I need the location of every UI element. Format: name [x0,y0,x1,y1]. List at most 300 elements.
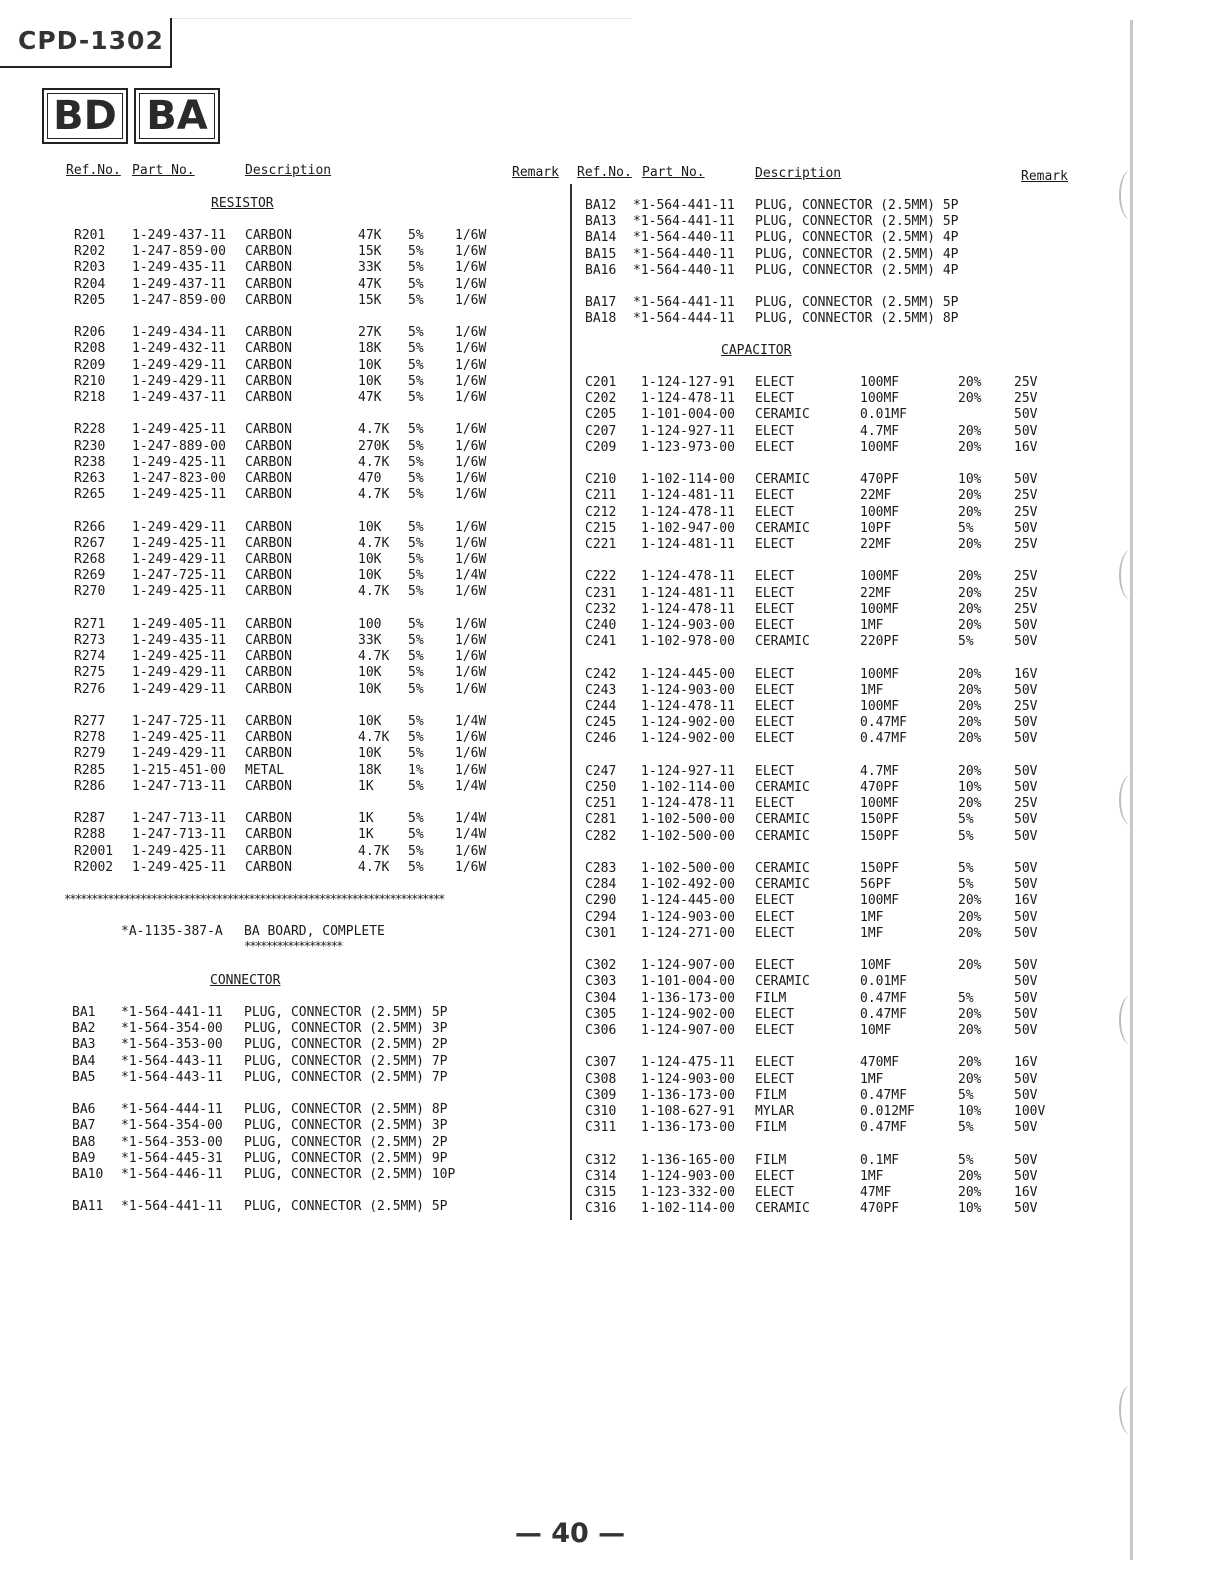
ref-no: R288 [74,827,106,843]
value: 22MF [860,585,892,601]
description: CERAMIC [755,828,810,844]
rating: 50V [1014,909,1038,925]
ref-no: C201 [585,375,617,390]
value: 100MF [860,699,900,714]
ref-no: R218 [74,390,106,405]
ref-no: C205 [585,407,617,423]
description: CARBON [245,519,292,535]
ref-no: C240 [585,618,617,633]
binder-hole [1119,170,1143,220]
description: CARBON [245,487,292,503]
ref-no: R228 [74,422,106,438]
description: CERAMIC [755,634,810,650]
value: 150PF [860,812,900,828]
ref-no: R286 [74,778,106,794]
value: 4.7K [358,535,390,551]
value: 33K [358,633,382,648]
value: 0.47MF [860,715,907,731]
tolerance: 5% [408,519,424,535]
ref-no: C212 [585,504,617,520]
description: ELECT [755,958,795,974]
part-no: 1-249-429-11 [132,552,226,567]
value: 4.7K [358,843,390,859]
rating: 1/4W [455,714,487,729]
rating: 50V [1014,715,1038,731]
ref-no: C311 [585,1120,617,1136]
description: PLUG, CONNECTOR (2.5MM) 4P [755,230,959,246]
description: ELECT [755,439,795,455]
part-no: 1-124-271-00 [641,925,735,941]
part-no: *1-564-353-00 [121,1134,223,1150]
part-no: 1-249-437-11 [132,276,226,292]
value: 1MF [860,682,884,698]
tolerance: 5% [408,325,424,341]
ref-no: R278 [74,730,106,746]
ref-no: BA11 [72,1199,104,1215]
value: 100MF [860,796,900,812]
description: CARBON [245,454,292,470]
value: 4.7K [358,422,390,438]
tolerance: 20% [958,1185,982,1200]
value: 22MF [860,537,892,552]
tolerance: 5% [408,730,424,746]
part-no: *1-564-440-11 [633,262,735,278]
ref-no: BA15 [585,246,617,262]
part-no: 1-249-425-11 [132,535,226,551]
description: ELECT [755,699,795,714]
part-no: 1-123-332-00 [641,1185,735,1200]
part-no: 1-124-127-91 [641,375,735,390]
tolerance: 5% [958,828,974,844]
part-no: 1-124-481-11 [641,537,735,552]
part-no: *1-564-440-11 [633,246,735,262]
description: PLUG, CONNECTOR (2.5MM) 2P [244,1134,448,1150]
tolerance: 5% [958,877,974,893]
part-no: *1-564-441-11 [121,1199,223,1215]
ref-no: R209 [74,357,106,373]
ref-no: BA4 [72,1053,96,1069]
tolerance: 5% [408,535,424,551]
ref-no: C231 [585,585,617,601]
ref-no: C202 [585,391,617,407]
part-no: 1-136-173-00 [641,990,735,1006]
description: FILM [755,990,787,1006]
rating: 25V [1014,504,1038,520]
ref-no: R285 [74,762,106,778]
ref-no: C245 [585,715,617,731]
part-no: 1-124-903-00 [641,909,735,925]
value: 4.7K [358,584,390,600]
rating: 25V [1014,391,1038,407]
part-no: 1-102-500-00 [641,861,735,876]
description: ELECT [755,585,795,601]
ref-no: C251 [585,796,617,812]
tolerance: 5% [408,681,424,697]
rating: 50V [1014,520,1038,536]
value: 10K [358,665,382,681]
description: CARBON [245,616,292,632]
description: CARBON [245,244,292,260]
ref-no: BA14 [585,230,617,246]
description: METAL [245,762,285,778]
part-no: 1-102-500-00 [641,812,735,828]
tolerance: 5% [408,454,424,470]
part-no: 1-124-478-11 [641,699,735,714]
tolerance: 20% [958,731,982,747]
rating: 1/6W [455,471,487,486]
ref-no: R208 [74,341,106,357]
description: ELECT [755,1185,795,1200]
part-no: 1-247-725-11 [132,568,226,584]
rating: 1/6W [455,292,487,308]
value: 0.47MF [860,731,907,747]
value: 10K [358,373,382,389]
description: ELECT [755,391,795,407]
rating: 1/6W [455,649,487,665]
description: PLUG, CONNECTOR (2.5MM) 5P [755,214,959,230]
ref-no: C301 [585,925,617,941]
rating: 1/6W [455,357,487,373]
tolerance: 5% [958,634,974,650]
value: 10MF [860,958,892,974]
tolerance: 5% [408,827,424,843]
ref-no: R273 [74,633,106,648]
ref-no: BA1 [72,1005,96,1020]
value: 10K [358,568,382,584]
ref-no: C305 [585,1006,617,1022]
ref-no: C310 [585,1104,617,1119]
rating: 1/6W [455,665,487,681]
rating: 50V [1014,472,1038,488]
description: FILM [755,1120,787,1136]
description: CARBON [245,552,292,567]
value: 10PF [860,520,892,536]
value: 1K [358,827,374,843]
tolerance: 20% [958,1006,982,1022]
tolerance: 5% [408,357,424,373]
rating: 1/6W [455,373,487,389]
rating: 1/6W [455,681,487,697]
part-no: 1-247-859-00 [132,292,226,308]
rating: 1/6W [455,730,487,746]
value: 1MF [860,925,884,941]
part-no: 1-102-114-00 [641,472,735,488]
ref-no: R279 [74,746,106,762]
description: CARBON [245,568,292,584]
ref-no: C221 [585,537,617,552]
part-no: 1-102-114-00 [641,780,735,795]
description: CERAMIC [755,520,810,536]
value: 100MF [860,439,900,455]
tolerance: 5% [958,1087,974,1103]
value: 470 [358,471,382,486]
value: 15K [358,292,382,308]
part-no: 1-215-451-00 [132,762,226,778]
ref-no: R271 [74,616,106,632]
description: ELECT [755,763,795,779]
description: PLUG, CONNECTOR (2.5MM) 4P [755,262,959,278]
value: 470PF [860,1201,900,1217]
tolerance: 10% [958,472,982,488]
description: PLUG, CONNECTOR (2.5MM) 5P [244,1199,448,1215]
description: FILM [755,1152,787,1168]
tolerance: 5% [958,1120,974,1136]
description: ELECT [755,375,795,390]
model-number: CPD-1302 [18,26,164,55]
ref-no: R287 [74,811,106,827]
ref-no: C281 [585,812,617,828]
ref-no: BA3 [72,1037,96,1053]
ref-no: C308 [585,1071,617,1087]
description: CARBON [245,843,292,859]
part-no: 1-136-173-00 [641,1087,735,1103]
part-no: 1-124-907-00 [641,1023,735,1038]
ref-no: C243 [585,682,617,698]
description: CARBON [245,633,292,648]
description: ELECT [755,1006,795,1022]
description: PLUG, CONNECTOR (2.5MM) 3P [244,1118,448,1134]
part-no: 1-249-425-11 [132,454,226,470]
board-underline-stars: ****************** [244,939,342,953]
rating: 16V [1014,1055,1038,1071]
rating: 50V [1014,780,1038,795]
value: 10K [358,681,382,697]
value: 4.7K [358,730,390,746]
col-header-desc-right: Description [755,166,842,181]
tolerance: 5% [408,633,424,648]
tolerance: 5% [408,714,424,729]
description: ELECT [755,423,795,439]
tolerance: 20% [958,699,982,714]
board-part-number: *A-1135-387-A [121,924,223,939]
ref-no: C314 [585,1168,617,1184]
ref-no: R201 [74,228,106,243]
part-no: 1-249-425-11 [132,730,226,746]
rating: 1/6W [455,390,487,405]
tolerance: 5% [408,746,424,762]
ref-no: C282 [585,828,617,844]
part-no: 1-124-475-11 [641,1055,735,1071]
tolerance: 5% [408,228,424,243]
value: 220PF [860,634,900,650]
description: CARBON [245,714,292,729]
value: 0.47MF [860,990,907,1006]
rating: 50V [1014,634,1038,650]
rating: 50V [1014,974,1038,990]
col-header-ref-right: Ref.No. [577,165,632,180]
value: 100MF [860,504,900,520]
part-no: 1-101-004-00 [641,407,735,423]
col-header-ref: Ref.No. [66,163,121,178]
description: CARBON [245,357,292,373]
model-tab [0,18,172,68]
part-no: 1-247-823-00 [132,471,226,486]
description: FILM [755,1087,787,1103]
ref-no: C302 [585,958,617,974]
ref-no: R204 [74,276,106,292]
description: ELECT [755,1071,795,1087]
part-no: 1-124-478-11 [641,504,735,520]
rating: 1/6W [455,584,487,600]
ref-no: C250 [585,780,617,795]
ref-no: BA8 [72,1134,96,1150]
value: 150PF [860,861,900,876]
rating: 50V [1014,618,1038,633]
rating: 1/6W [455,487,487,503]
part-no: 1-249-425-11 [132,422,226,438]
rating: 50V [1014,731,1038,747]
description: CERAMIC [755,1201,810,1217]
description: ELECT [755,796,795,812]
tolerance: 20% [958,391,982,407]
ref-no: R275 [74,665,106,681]
rating: 50V [1014,1120,1038,1136]
part-no: *1-564-446-11 [121,1167,223,1182]
board-tag-ba: BA [134,88,220,144]
part-no: *1-564-441-11 [633,214,735,230]
rating: 1/6W [455,341,487,357]
tolerance: 10% [958,1104,982,1119]
tolerance: 5% [958,861,974,876]
value: 33K [358,260,382,276]
tolerance: 1% [408,762,424,778]
tolerance: 5% [958,812,974,828]
ref-no: C294 [585,909,617,925]
description: CARBON [245,325,292,341]
rating: 1/6W [455,535,487,551]
part-no: 1-124-478-11 [641,569,735,585]
value: 100MF [860,391,900,407]
tolerance: 5% [408,552,424,567]
part-no: 1-249-405-11 [132,616,226,632]
part-no: 1-124-445-00 [641,666,735,682]
part-no: *1-564-443-11 [121,1069,223,1085]
rating: 16V [1014,439,1038,455]
description: ELECT [755,909,795,925]
rating: 1/6W [455,244,487,260]
value: 10MF [860,1023,892,1038]
part-no: 1-123-973-00 [641,439,735,455]
description: CARBON [245,730,292,746]
description: ELECT [755,893,795,909]
part-no: 1-102-114-00 [641,1201,735,1217]
rating: 25V [1014,601,1038,617]
ref-no: R238 [74,454,106,470]
description: CARBON [245,811,292,827]
ref-no: C215 [585,520,617,536]
rating: 50V [1014,990,1038,1006]
rating: 50V [1014,682,1038,698]
value: 4.7K [358,454,390,470]
description: CERAMIC [755,974,810,990]
description: ELECT [755,618,795,633]
part-no: 1-249-437-11 [132,228,226,243]
ref-no: BA12 [585,198,617,213]
rating: 25V [1014,537,1038,552]
ref-no: BA7 [72,1118,96,1134]
rating: 25V [1014,375,1038,390]
part-no: 1-249-425-11 [132,487,226,503]
part-no: *1-564-441-11 [633,295,735,311]
part-no: 1-124-903-00 [641,618,735,633]
value: 1K [358,811,374,827]
tolerance: 20% [958,715,982,731]
rating: 50V [1014,877,1038,893]
part-no: *1-564-353-00 [121,1037,223,1053]
value: 0.1MF [860,1152,900,1168]
ref-no: BA10 [72,1167,104,1182]
ref-no: R205 [74,292,106,308]
ref-no: C315 [585,1185,617,1200]
part-no: 1-102-500-00 [641,828,735,844]
value: 0.012MF [860,1104,915,1119]
value: 100MF [860,375,900,390]
ref-no: R203 [74,260,106,276]
rating: 1/6W [455,552,487,567]
description: CARBON [245,859,292,875]
binder-hole [1119,550,1143,600]
description: ELECT [755,488,795,504]
rating: 1/6W [455,616,487,632]
tolerance: 20% [958,569,982,585]
rating: 25V [1014,585,1038,601]
ref-no: BA13 [585,214,617,230]
rating: 50V [1014,1201,1038,1217]
rating: 1/6W [455,762,487,778]
rating: 50V [1014,1168,1038,1184]
part-no: 1-102-978-00 [641,634,735,650]
rating: 1/6W [455,325,487,341]
rating: 25V [1014,488,1038,504]
tolerance: 20% [958,439,982,455]
rating: 50V [1014,925,1038,941]
ref-no: C246 [585,731,617,747]
value: 100MF [860,893,900,909]
rating: 50V [1014,423,1038,439]
description: PLUG, CONNECTOR (2.5MM) 5P [755,295,959,311]
ref-no: C307 [585,1055,617,1071]
tolerance: 20% [958,925,982,941]
tolerance: 20% [958,909,982,925]
header-rule [172,18,632,19]
description: PLUG, CONNECTOR (2.5MM) 5P [244,1005,448,1020]
value: 47K [358,276,382,292]
rating: 50V [1014,958,1038,974]
part-no: 1-249-425-11 [132,649,226,665]
value: 22MF [860,488,892,504]
description: CARBON [245,827,292,843]
part-no: 1-249-425-11 [132,584,226,600]
ref-no: C283 [585,861,617,876]
description: PLUG, CONNECTOR (2.5MM) 3P [244,1021,448,1037]
tolerance: 20% [958,666,982,682]
tolerance: 5% [408,390,424,405]
part-no: *1-564-443-11 [121,1053,223,1069]
description: ELECT [755,925,795,941]
ref-no: R266 [74,519,106,535]
tolerance: 5% [408,859,424,875]
ref-no: R2002 [74,859,114,875]
rating: 25V [1014,569,1038,585]
ref-no: C304 [585,990,617,1006]
value: 270K [358,438,390,454]
ref-no: BA17 [585,295,617,311]
ref-no: R263 [74,471,106,486]
description: CARBON [245,471,292,486]
description: CARBON [245,228,292,243]
rating: 25V [1014,796,1038,812]
value: 47K [358,228,382,243]
